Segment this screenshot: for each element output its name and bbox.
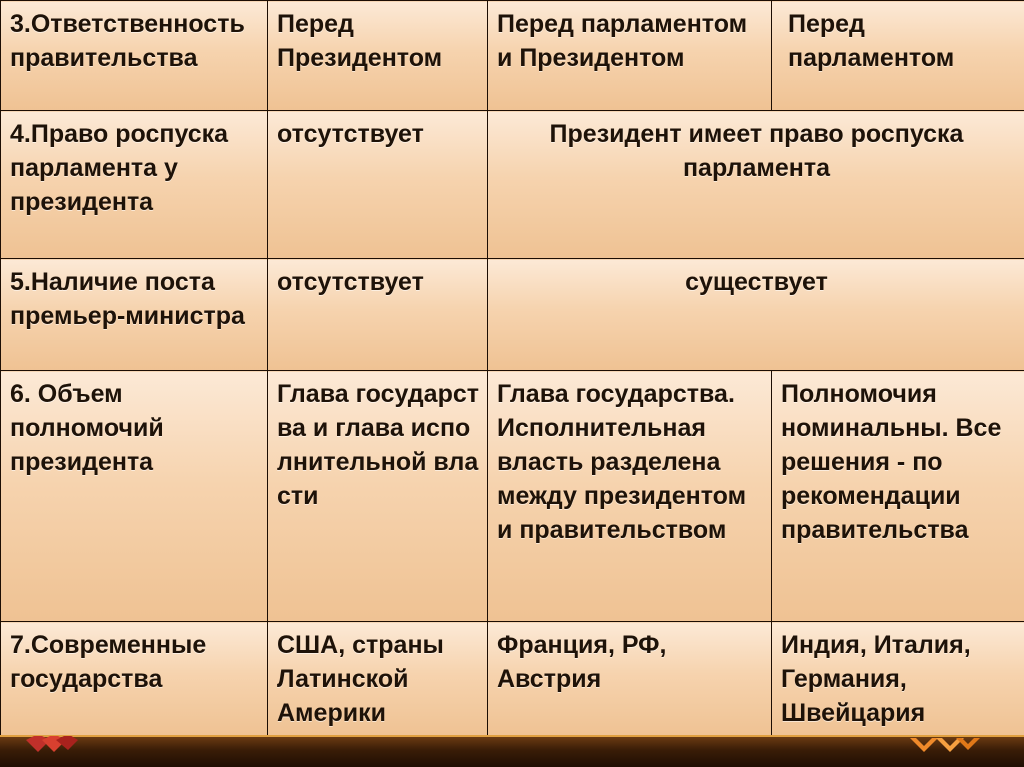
red-diamond-ornament-icon xyxy=(26,736,78,756)
table-row xyxy=(1,622,1024,736)
row-6-col-2: Глава государства. Исполнительная власть разделена между президентом и правительством xyxy=(488,371,772,622)
row-7-col-1: США, страны Латинской Америки xyxy=(268,622,488,736)
row-3-col-2: Перед парламентом и Президентом xyxy=(488,1,772,111)
row-7-col-2: Франция, РФ, Австрия xyxy=(488,622,772,736)
row-6-col-3: Полномочия номинальны. Все решения - по рекомендации правительства xyxy=(772,371,1024,622)
row-5-merged: существует xyxy=(488,259,1024,371)
row-4-criterion: 4.Право роспуска парламента у президента xyxy=(1,111,268,259)
table-row xyxy=(1,259,1024,371)
row-6-col-1: Глава государства и глава исполнительной власти xyxy=(268,371,488,622)
row-3-col-1: Перед Президентом xyxy=(268,1,488,111)
table-row xyxy=(1,111,1024,259)
row-7-criterion: 7.Современные государства xyxy=(1,622,268,736)
footer-bar xyxy=(0,735,1024,767)
row-4-merged: Президент имеет право роспуска парламента xyxy=(488,111,1024,259)
table-row xyxy=(1,1,1024,111)
row-7-col-3: Индия, Италия, Германия, Швейцария xyxy=(772,622,1024,736)
row-6-criterion: 6. Объем полномочий президента xyxy=(1,371,268,622)
row-3-col-3: Перед парламентом xyxy=(772,1,1024,111)
row-5-col-1: отсутствует xyxy=(268,259,488,371)
row-5-criterion: 5.Наличие поста премьер-министра xyxy=(1,259,268,371)
row-4-col-1: отсутствует xyxy=(268,111,488,259)
row-3-criterion: 3.Ответственность правительства xyxy=(1,1,268,111)
table-row xyxy=(1,371,1024,622)
orange-chevron-ornament-icon xyxy=(910,736,980,756)
